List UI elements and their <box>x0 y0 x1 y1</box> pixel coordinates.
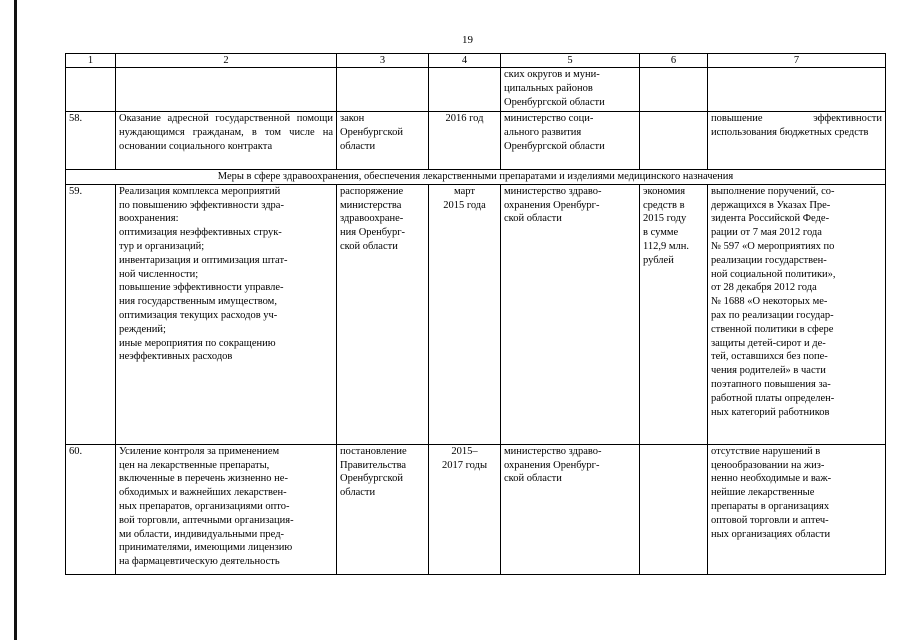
table-row <box>66 112 886 170</box>
page-edge-bar <box>14 0 17 640</box>
executor-cell: министерство соци- ального развития Оренбургской области <box>501 112 640 170</box>
executor-cell: министерство здраво- охранения Оренбург- ской области <box>501 444 640 574</box>
column-number: 7 <box>708 54 886 68</box>
column-number: 4 <box>429 54 501 68</box>
section-header-row <box>66 170 886 185</box>
measure-cell: Реализация комплекса мероприятий по повышению эффективности здра- воохранения: оптимизация неэффективных струк- тур и организаций; инвентаризация и оптимизация штат- ной численности; повышение эффективности управле- ния государственным имуществом, оптимизация текущих расходов уч- реждений; иные мероприятия по сокращению неэффективных расходов <box>116 184 337 444</box>
column-number: 3 <box>337 54 429 68</box>
measure-cell: Усиление контроля за применением цен на лекарственные препараты, включенные в перечень жизненно не- обходимых и важнейших лекарствен- ных препаратов, организациями опто- вой торговли, аптечными организация- ми области, индивидуальными пред- принимателями, имеющими лицензию на фармацевтическую деятельность <box>116 444 337 574</box>
table-row <box>66 444 886 574</box>
column-number: 5 <box>501 54 640 68</box>
document-cell: постановление Правительства Оренбургской области <box>337 444 429 574</box>
column-number: 2 <box>116 54 337 68</box>
continuation-row <box>66 68 886 112</box>
result-cell: отсутствие нарушений в ценообразовании на жиз- ненно необходимые и важ- нейшие лекарственные препараты в организациях оптовой торговли и аптеч- ных организациях области <box>708 444 886 574</box>
term-cell: март 2015 года <box>429 184 501 444</box>
result-cell: выполнение поручений, со- держащихся в Указах Пре- зидента Российской Феде- рации от 7 мая 2012 года № 597 «О мероприятиях по реализации государствен- ной социальной политики», от 28 декабря 2012 года № 1688 «О некоторых ме- рах по реализации государ- ственной политики в сфере защиты детей-сирот и де- тей, оставшихся без попе- чения родителей» в части поэтапного повышения за- работной платы определен- ных категорий работников <box>708 184 886 444</box>
savings-cell <box>640 112 708 170</box>
page-number: 19 <box>462 34 473 46</box>
section-title: Меры в сфере здравоохранения, обеспечения лекарственными препаратами и изделиями медицинского назначения <box>66 170 886 185</box>
term-cell: 2016 год <box>429 112 501 170</box>
measures-table <box>65 53 886 575</box>
term-cell: 2015– 2017 годы <box>429 444 501 574</box>
document-cell: распоряжение министерства здравоохране- ния Оренбург- ской области <box>337 184 429 444</box>
result-cell: повышение эффективности использования бюджетных средств <box>708 112 886 170</box>
column-number: 1 <box>66 54 116 68</box>
executor-cell: ских округов и муни- ципальных районов Оренбургской области <box>501 68 640 112</box>
executor-cell: министерство здраво- охранения Оренбург- ской области <box>501 184 640 444</box>
row-number: 58. <box>66 112 116 170</box>
row-number: 60. <box>66 444 116 574</box>
document-cell: закон Оренбургской области <box>337 112 429 170</box>
savings-cell <box>640 444 708 574</box>
column-number: 6 <box>640 54 708 68</box>
measure-cell: Оказание адресной государственной помощи нуждающимся гражданам, в том числе на основании социального контракта <box>116 112 337 170</box>
table-row <box>66 184 886 444</box>
savings-cell: экономия средств в 2015 году в сумме 112,9 млн. рублей <box>640 184 708 444</box>
row-number: 59. <box>66 184 116 444</box>
column-number-row <box>66 54 886 68</box>
